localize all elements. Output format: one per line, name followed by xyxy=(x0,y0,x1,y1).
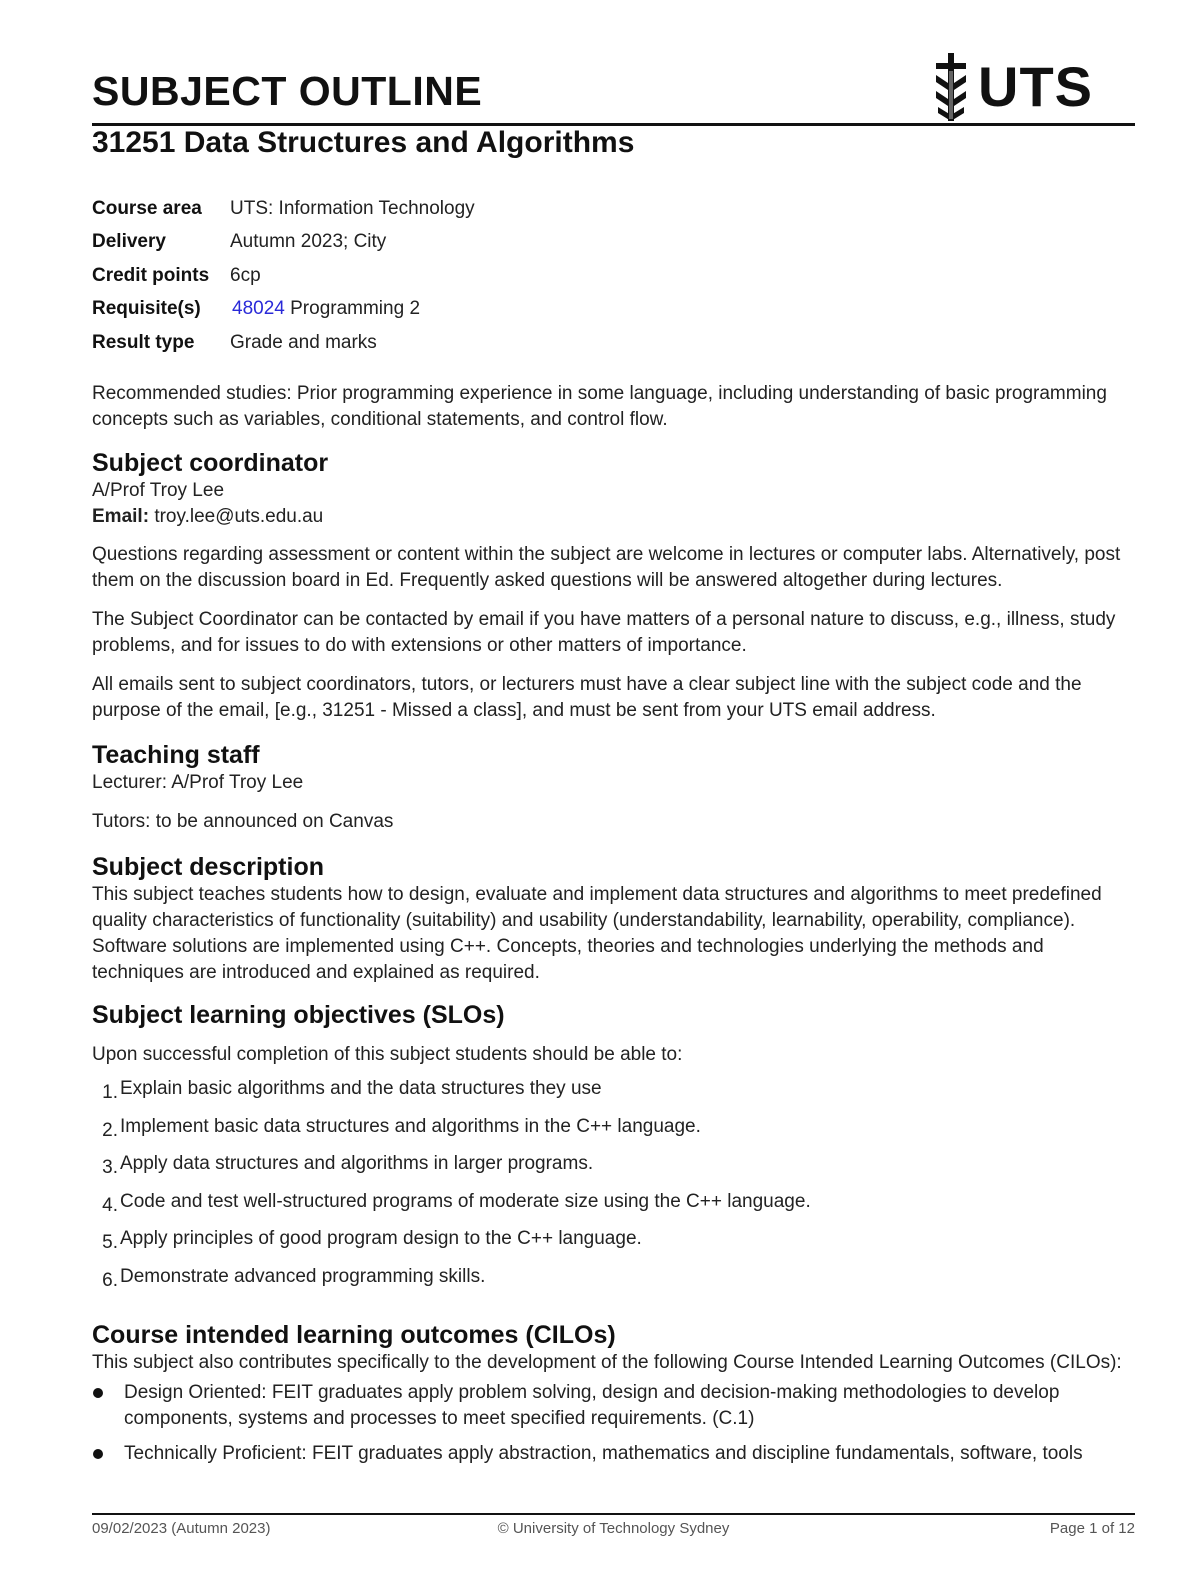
meta-value: Grade and marks xyxy=(230,331,377,353)
coordinator-email[interactable]: troy.lee@uts.edu.au xyxy=(154,506,324,527)
slos-intro: Upon successful completion of this subject students should be able to: xyxy=(92,1044,683,1065)
requisite-link[interactable]: 48024 xyxy=(232,298,285,320)
bullet-icon xyxy=(93,1449,103,1459)
coordinator-para-3: All emails sent to subject coordinators, tutors, or lecturers must have a clear subject line with the subject code and the purpose of the email, [e.g., 31251 - Missed a class], and must be sent from your UTS email address. xyxy=(92,674,1082,721)
meta-label: Course area xyxy=(92,197,202,219)
list-item xyxy=(92,1151,1135,1189)
list-item xyxy=(92,1189,1135,1227)
description-section xyxy=(92,852,1135,986)
slos-section xyxy=(92,1000,1135,1301)
description-heading: Subject description xyxy=(92,853,324,881)
requisite-name: Programming 2 xyxy=(290,298,421,320)
list-item xyxy=(92,1076,1135,1114)
lecturer-line: Lecturer: A/Prof Troy Lee xyxy=(92,772,304,793)
cilos-heading: Course intended learning outcomes (CILOs) xyxy=(92,1321,616,1349)
footer-rule xyxy=(92,1513,1135,1515)
list-item xyxy=(92,1264,1135,1302)
list-text: Apply data structures and algorithms in larger programs. xyxy=(120,1153,594,1174)
bullet-icon xyxy=(93,1388,103,1398)
coordinator-name: A/Prof Troy Lee xyxy=(92,480,225,501)
list-number: 1. xyxy=(102,1082,118,1103)
meta-row-delivery xyxy=(92,226,475,260)
meta-row-course-area xyxy=(92,192,475,226)
meta-label: Delivery xyxy=(92,231,166,253)
coordinator-heading: Subject coordinator xyxy=(92,449,329,477)
slos-heading: Subject learning objectives (SLOs) xyxy=(92,1001,505,1029)
logo-wordmark: UTS xyxy=(978,55,1093,118)
meta-value: 6cp xyxy=(230,264,261,286)
list-number: 4. xyxy=(102,1194,118,1216)
document-page xyxy=(92,0,1135,1590)
cilos-list xyxy=(92,1380,1135,1467)
list-text: Code and test well-structured programs of moderate size using the C++ language. xyxy=(120,1190,811,1212)
list-item xyxy=(92,1441,1135,1467)
teaching-staff-section xyxy=(92,740,1135,835)
tutors-line: Tutors: to be announced on Canvas xyxy=(92,811,394,832)
uts-logo xyxy=(932,52,1093,122)
list-text: Implement basic data structures and algorithms in the C++ language. xyxy=(120,1115,701,1137)
meta-label: Requisite(s) xyxy=(92,298,201,320)
list-item xyxy=(92,1226,1135,1264)
cilos-section xyxy=(92,1320,1135,1476)
list-text: Design Oriented: FEIT graduates apply problem solving, design and decision-making methodologies to develop components, systems and processes to meet specified requirements. (C.1) xyxy=(124,1382,1060,1429)
list-text: Technically Proficient: FEIT graduates apply abstraction, mathematics and discipline fundamentals, software, tools xyxy=(124,1443,1083,1464)
footer-date: 09/02/2023 (Autumn 2023) xyxy=(92,1520,271,1537)
recommended-studies xyxy=(92,381,1135,433)
uts-emblem-icon xyxy=(932,53,970,121)
meta-label: Result type xyxy=(92,331,195,353)
page-footer xyxy=(92,1520,1135,1540)
list-number: 5. xyxy=(102,1232,118,1253)
meta-row-result-type xyxy=(92,326,475,360)
meta-value: UTS: Information Technology xyxy=(230,197,475,219)
list-number: 6. xyxy=(102,1269,118,1291)
cilos-intro: This subject also contributes specifically to the development of the following Course Intended Learning Outcomes (CILOs): xyxy=(92,1352,1122,1373)
coordinator-email-line xyxy=(92,504,1135,530)
footer-copyright: © University of Technology Sydney xyxy=(497,1520,730,1537)
list-item xyxy=(92,1380,1135,1432)
meta-value xyxy=(230,298,420,320)
list-number: 2. xyxy=(102,1119,118,1141)
teaching-heading: Teaching staff xyxy=(92,741,260,769)
subject-meta-table xyxy=(92,192,475,360)
subject-title: 31251 Data Structures and Algorithms xyxy=(92,126,635,159)
list-text: Apply principles of good program design to the C++ language. xyxy=(120,1228,642,1249)
meta-label: Credit points xyxy=(92,264,210,286)
description-text: This subject teaches students how to design, evaluate and implement data structures and algorithms to meet predefined quality characteristics of functionality (suitability) and usability (understandability, learnability, operability, compliance). Software solutions are implemented using C++. Concepts, theories and technologies underlying the methods and techniques are introduced and explained as required. xyxy=(92,884,1102,983)
meta-row-requisites xyxy=(92,293,475,327)
list-text: Explain basic algorithms and the data structures they use xyxy=(120,1078,602,1099)
coordinator-section xyxy=(92,448,1135,724)
coordinator-para-2: The Subject Coordinator can be contacted by email if you have matters of a personal nature to discuss, e.g., illness, study problems, and for issues to do with extensions or other matters of importance. xyxy=(92,609,1116,656)
list-item xyxy=(92,1114,1135,1152)
coordinator-para-1: Questions regarding assessment or content within the subject are welcome in lectures or computer labs. Alternatively, post them on the discussion board in Ed. Frequently asked questions will be answered altogether during lectures. xyxy=(92,544,1121,591)
meta-value: Autumn 2023; City xyxy=(230,231,387,253)
doc-title: SUBJECT OUTLINE xyxy=(92,68,483,114)
meta-row-credit-points xyxy=(92,259,475,293)
list-text: Demonstrate advanced programming skills. xyxy=(120,1265,486,1287)
recommended-text: Recommended studies: Prior programming experience in some language, including understanding of basic programming concepts such as variables, conditional statements, and control flow. xyxy=(92,383,1107,430)
list-number: 3. xyxy=(102,1157,118,1178)
slos-list xyxy=(92,1076,1135,1301)
footer-page-number: Page 1 of 12 xyxy=(1049,1520,1135,1537)
email-label: Email: xyxy=(92,506,150,527)
